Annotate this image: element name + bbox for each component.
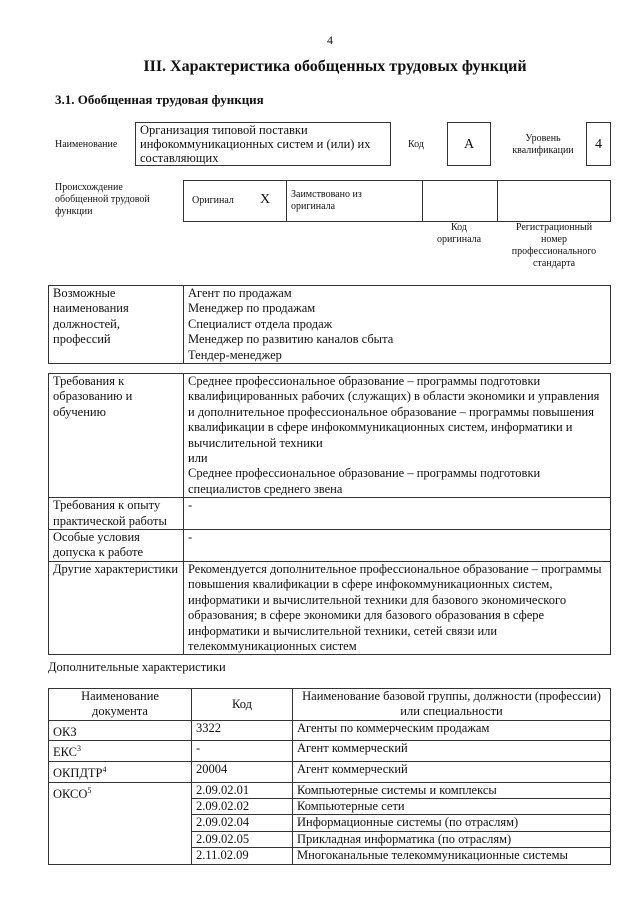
requirement-value: - [184,498,611,530]
code-cell: 2.09.02.02 [192,798,293,814]
doc-name: ОКСО [53,786,88,801]
table-header [49,689,611,721]
qualification-level: 4 [586,122,611,166]
requirement-value: Рекомендуется дополнительное профессиональное образование – программы повышения квалификации в сфере инфокоммуникационных систем, информатики и вычислительной техники для базового экономического образования; в сфере экономики для базового образования в сфере информатики и вычислительной техники, сетей связи или телекоммуникационных систем [184,561,611,654]
origin-table [183,180,611,222]
page-number: 4 [327,33,333,47]
code-cell: 2.09.02.04 [192,815,293,831]
name-label: Наименование [55,139,118,150]
name-cell: Агент коммерческий [293,741,611,762]
footnote-ref: 5 [87,785,92,795]
code-label: Код [408,139,424,150]
name-cell: Прикладная информатика (по отраслям) [293,831,611,847]
code-cell: 2.11.02.09 [192,848,293,864]
name-cell: Компьютерные системы и комплексы [293,782,611,798]
doc-name: ОКЗ [53,724,77,739]
doc-cell [49,720,192,741]
name-cell: Информационные системы (по отраслям) [293,815,611,831]
level-label: Уровень квалификации [512,133,574,156]
code-cell: 2.09.02.01 [192,782,293,798]
doc-cell [49,782,192,864]
positions-label: Возможные наименования должностей, профессий [49,286,184,364]
requirement-label: Особые условия допуска к работе [49,530,184,562]
function-code: A [447,122,491,166]
footnote-ref: 4 [102,764,107,774]
origin-label: Происхождение обобщенной трудовой функции [55,182,150,217]
code-cell: 3322 [192,720,293,741]
doc-name: ЕКС [53,745,77,760]
requirement-label: Другие характеристики [49,561,184,654]
table-row [49,782,611,798]
table-row [49,530,611,562]
position-item: Тендер-менеджер [188,347,282,362]
position-item: Менеджер по развитию каналов сбыта [188,332,394,347]
header-cell: Наименование документа [49,689,192,721]
registration-number-label: Регистрационный номер профессионального стандарта [511,222,597,269]
table-row [49,761,611,782]
table-row [49,720,611,741]
table-row [49,561,611,654]
requirements-table [48,373,611,655]
name-cell: Агент коммерческий [293,761,611,782]
code-cell: 20004 [192,761,293,782]
requirement-value: Среднее профессиональное образование – программы подготовки квалифицированных рабочих (служащих) в области экономики и управления и дополнительное профессиональное образование – программы повышения квалификации в сфере инфокоммуникационных систем, информатики и вычислительной техники или Среднее профессиональное образование – программы подготовки специалистов среднего звена [184,374,611,498]
name-cell: Многоканальные телекоммуникационные системы [293,848,611,864]
original-mark: X [260,192,271,207]
requirement-label: Требования к образованию и обучению [49,374,184,498]
header-cell: Наименование базовой группы, должности (профессии) или специальности [293,689,611,721]
borrowed-label: Заимствовано из оригинала [291,189,362,212]
requirement-label: Требования к опыту практической работы [49,498,184,530]
original-label: Оригинал [192,195,234,206]
footnote-ref: 3 [77,744,81,754]
table-row [49,498,611,530]
original-code-label: Код оригинала [436,222,482,245]
doc-name: ОКПДТР [53,766,103,781]
position-item: Специалист отдела продаж [188,316,333,331]
positions-table [48,285,611,364]
additional-table [48,688,611,865]
function-name: Организация типовой поставки инфокоммуникационных систем и (или) их составляющих [135,122,391,166]
position-item: Менеджер по продажам [188,301,316,316]
code-cell: - [192,741,293,762]
page-title: III. Характеристика обобщенных трудовых функций [143,58,527,75]
name-cell: Агенты по коммерческим продажам [293,720,611,741]
header-cell: Код [192,689,293,721]
positions-list [184,286,611,364]
position-item: Агент по продажам [188,286,292,300]
name-cell: Компьютерные сети [293,798,611,814]
doc-cell [49,761,192,782]
requirement-value: - [184,530,611,562]
table-row [49,374,611,498]
code-cell: 2.09.02.05 [192,831,293,847]
additional-title: Дополнительные характеристики [48,660,226,674]
section-heading: 3.1. Обобщенная трудовая функция [55,92,264,107]
doc-cell [49,741,192,762]
table-row [49,741,611,762]
